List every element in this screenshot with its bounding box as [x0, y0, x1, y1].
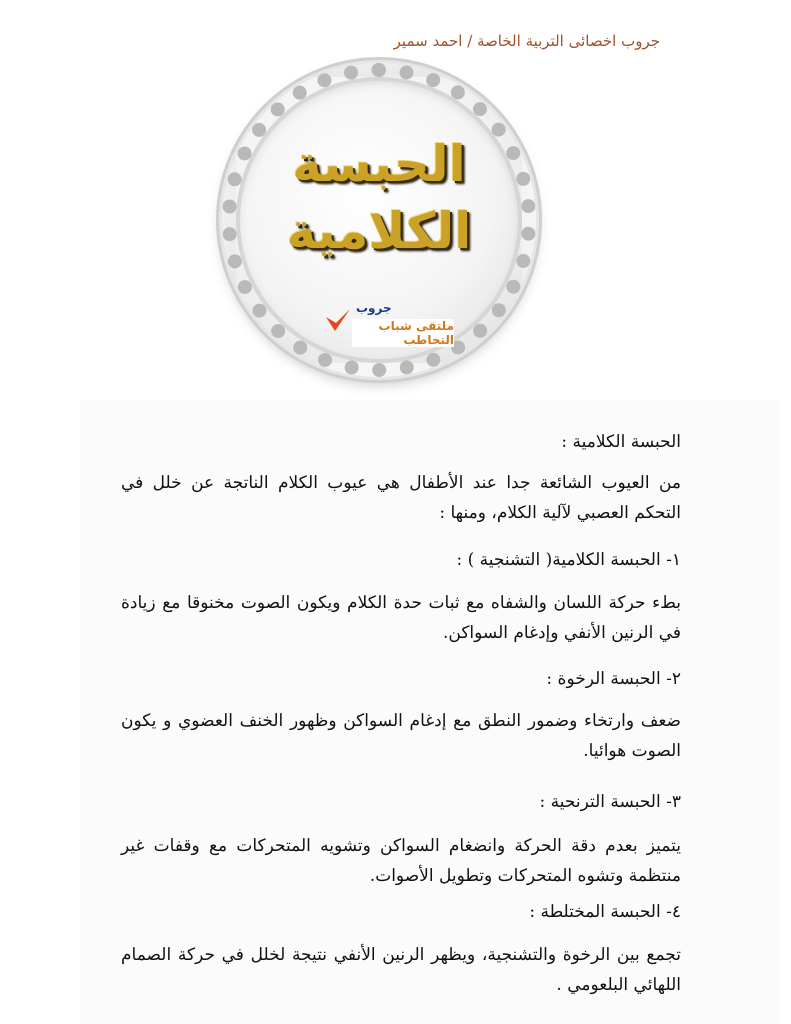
type-2-description: ضعف وارتخاء وضمور النطق مع إدغام السواكن وظهور الخنف العضوي و يكون الصوت هوائيا.: [121, 711, 681, 761]
group-logo: [314, 299, 454, 349]
section-heading: الحبسة الكلامية :: [561, 432, 681, 452]
intro-paragraph: من العيوب الشائعة جدا عند الأطفال هي عيوب الكلام الناتجة عن خلل في التحكم العصبي لآلية الكلام، ومنها :: [121, 473, 681, 523]
logo-top-text: جروب: [356, 301, 392, 315]
check-mark-icon: [324, 307, 352, 333]
title-badge: [222, 63, 536, 377]
type-1-description: بطء حركة اللسان والشفاه مع ثبات حدة الكلام ويكون الصوت مخنوقا مع زيادة في الرنين الأنفي وإدغام السواكن.: [121, 593, 681, 643]
type-3-title: ٣- الحبسة الترنحية :: [539, 792, 681, 812]
badge-title-line2: الكلامية: [286, 202, 472, 260]
type-1-title: ١- الحبسة الكلامية( التشنجية ) :: [456, 550, 681, 570]
type-4-description: تجمع بين الرخوة والتشنجية، ويظهر الرنين الأنفي نتيجة لخلل في حركة الصمام اللهائي البلعومي .: [121, 945, 681, 995]
type-2-title: ٢- الحبسة الرخوة :: [546, 669, 681, 689]
logo-sub-text: ملتقى شباب التخاطب: [352, 319, 454, 347]
type-4-title: ٤- الحبسة المختلطة :: [529, 902, 681, 922]
type-3-description: يتميز بعدم دقة الحركة وانضغام السواكن وتشويه المتحركات مع وقفات غير منتظمة وتشوه المتحركات وتطويل الأصوات.: [121, 836, 681, 886]
badge-title-line1: الحبسة: [292, 135, 466, 193]
group-credit: جروب اخصائى التربية الخاصة / احمد سمير: [393, 32, 660, 50]
